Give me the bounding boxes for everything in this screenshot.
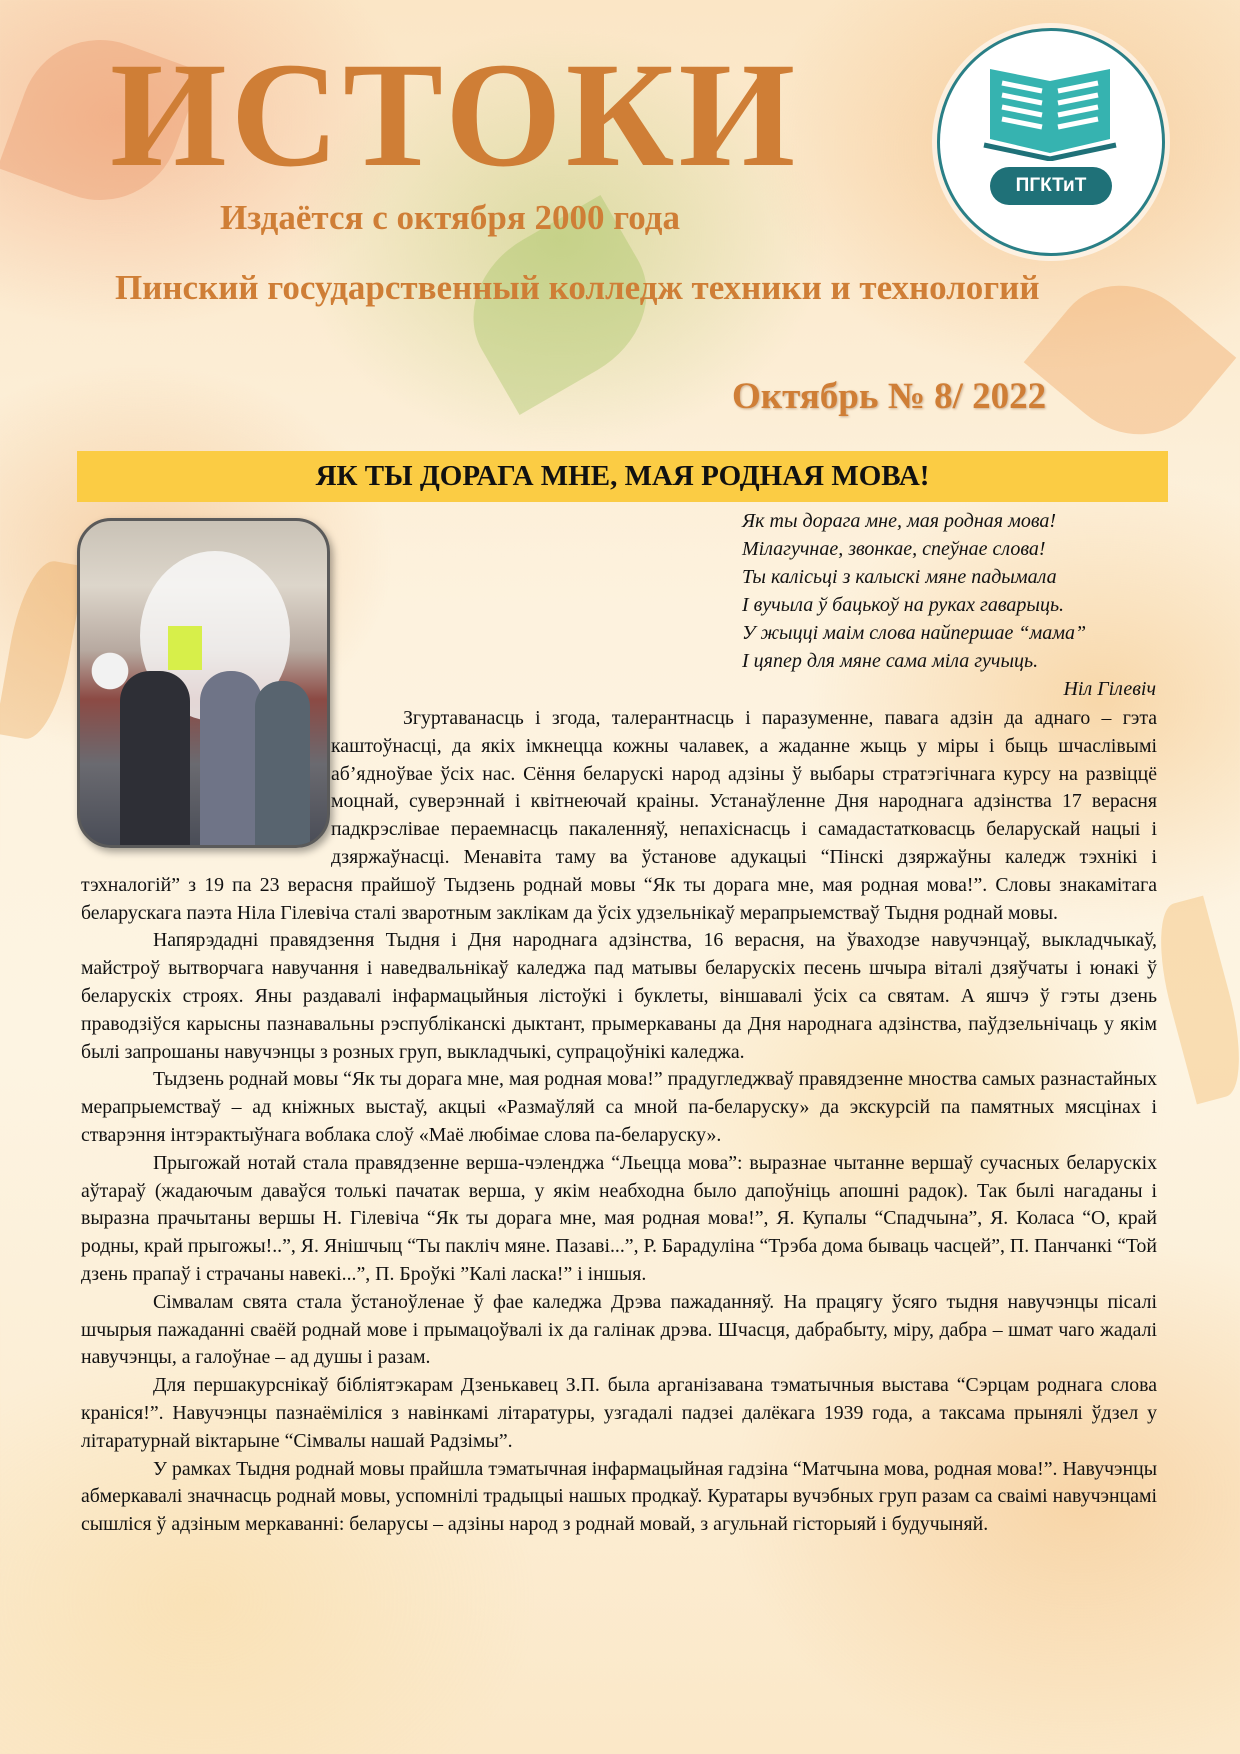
book-icon (980, 61, 1120, 161)
decorative-leaf (0, 556, 85, 744)
decorative-leaf (1145, 896, 1240, 1105)
poem-line: Мілагучнае, звонкае, спеўнае слова! (742, 538, 1046, 560)
article-paragraph: Сімвалам свята стала ўстаноўленае ў фае каледжа Дрэва пажаданняў. На працягу ўсяго тыдня навучэнцы пісалі шчырыя пажаданні сваёй роднай мове і прымацоўвалі іх да галінак дрэва. Шчасця, дабрабыту, міру, дабра – шмат чаго жадалі навучэнцы, а галоўнае – ад душы і разам. (81, 1290, 1157, 1369)
headline-bar (77, 451, 1168, 502)
college-logo (937, 28, 1165, 256)
poem-author: Ніл Гілевіч (1063, 678, 1156, 700)
decorative-leaf (1024, 255, 1237, 465)
article-paragraph: Прыгожай нотай стала правядзенне верша-чэленджа “Льецца мова”: выразнае чытанне вершаў сучасных беларускіх аўтараў (жадаючым даваўся толькі пачатак верша, у якім неабходна было дапоўніць апошні радок). Так былі нагаданы і выразна прачытаны вершы Н. Гілевіча “Як ты дорага мне, мая родная мова!”, Я. Купалы “Спадчына”, Я. Коласа “О, край родны, край прыгожы!..”, Я. Янішчыц “Ты пакліч мяне. Пазаві...”, Р. Барадуліна “Трэба дома бываць часцей”, П. Панчанкі “Той дзень прапаў і страчаны навекі...”, П. Броўкі ”Калі ласка!” і іншыя. (81, 1151, 1157, 1285)
article-body (81, 705, 1157, 1539)
poem-line: І вучыла ў бацькоў на руках гаварыць. (742, 594, 1065, 616)
article-paragraph: Тыдзень роднай мовы “Як ты дорага мне, мая родная мова!” прадугледжваў правядзенне мноства самых разнастайных мерапрыемстваў – ад кніжных выстаў, акцыі «Размаўляй са мной па-беларуску» да экскурсій па памятных мясцінах і стварэння інтэрактыўнага воблака слоў «Маё любімае слова па-беларуску». (81, 1068, 1157, 1146)
logo-badge: ПГКТиТ (990, 167, 1112, 205)
poem-block (742, 507, 1162, 703)
article-paragraph: Напярэдадні правядзення Тыдня і Дня народнага адзінства, 16 верасня, на ўваходзе навучэнцаў, выкладчыкаў, майстроў вытворчага навучання і наведвальнікаў каледжа пад матывы беларускіх песень шчыра віталі дзяўчаты і юнакі ў беларускіх строях. Яны раздавалі інфармацыйныя лістоўкі і буклеты, віншавалі ўсіх са святам. А яшчэ ў гэты дзень праводзіўся карысны пазнавальны рэспубліканскі дыктант, прымеркаваны да Дня народнага адзінства, паўдзельнічаць у якім былі запрошаны навучэнцы з розных груп, выкладчыкі, супрацоўнікі каледжа. (81, 929, 1157, 1063)
article-paragraph: У рамках Тыдня роднай мовы прайшла тэматычная інфармацыйная гадзіна “Матчына мова, родная мова!”. Навучэнцы абмеркавалі значнасць роднай мовы, успомнілі традыцыі нашых продкаў. Куратары вучэбных груп разам са сваімі навучэнцамі сышліся ў адзіным меркаванні: беларусы – адзіны народ з роднай мовай, з агульнай гісторыяй і будучыняй. (81, 1457, 1157, 1536)
photo-sign (168, 626, 202, 670)
article-paragraph: Для першакурснікаў бібліятэкарам Дзенькавец З.П. была арганізавана тэматычныя выстава “Сэрцам роднага слова краніся!”. Навучэнцы пазнаёміліся з навінкамі літаратуры, узгадалі падзеі далёкага 1939 года, а таксама прынялі ўдзел у літаратурнай віктарыне “Сімвалы нашай Радзімы”. (81, 1374, 1157, 1452)
newspaper-title: ИСТОКИ (110, 32, 800, 198)
article-paragraph: Згуртаванасць і згода, талерантнасць і паразуменне, павага адзін да аднаго – гэта каштоўнасці, да якіх імкнецца кожны чалавек, а жаданне жыць у міры і быць шчаслівымі аб’ядноўвае ўсіх нас. Сёння беларускі народ адзіны ў выбары стратэгічнага курсу на развіццё моцнай, суверэннай і квітнеючай краіны. Устанаўленне Дня народнага адзінства 17 верасня падкрэслівае пераемнасць пакаленняў, непахіснасць і самадастатковасць беларускай нацыі і дзяржаўнасці. Менавіта таму ва ўстанове адукацыі “Пінскі дзяржаўны каледж тэхнікі і тэхналогій” з 19 па 23 верасня прайшоў Тыдзень роднай мовы “Як ты дорага мне, мая родная мова!”. Словы знакамітага беларускага паэта Ніла Гілевіча сталі зваротным заклікам да ўсіх удзельнікаў мерапрыемстваў Тыдня роднай мовы. (81, 707, 1157, 924)
publication-since: Издаётся с октября 2000 года (220, 198, 680, 237)
poem-line: Як ты дорага мне, мая родная мова! (742, 510, 1057, 532)
poem-line: І цяпер для мяне сама міла гучыць. (742, 650, 1039, 672)
issue-number: Октябрь № 8/ 2022 (732, 376, 1047, 417)
poem-line: У жыцці маім слова найпершае “мама” (742, 622, 1087, 644)
college-name: Пинский государственный колледж техники и технологий (115, 268, 1040, 307)
article-headline: ЯК ТЫ ДОРАГА МНЕ, МАЯ РОДНАЯ МОВА! (315, 460, 930, 492)
photo-wrap-spacer (81, 705, 331, 845)
poem-line: Ты калісьці з калыскі мяне падымала (742, 566, 1057, 588)
